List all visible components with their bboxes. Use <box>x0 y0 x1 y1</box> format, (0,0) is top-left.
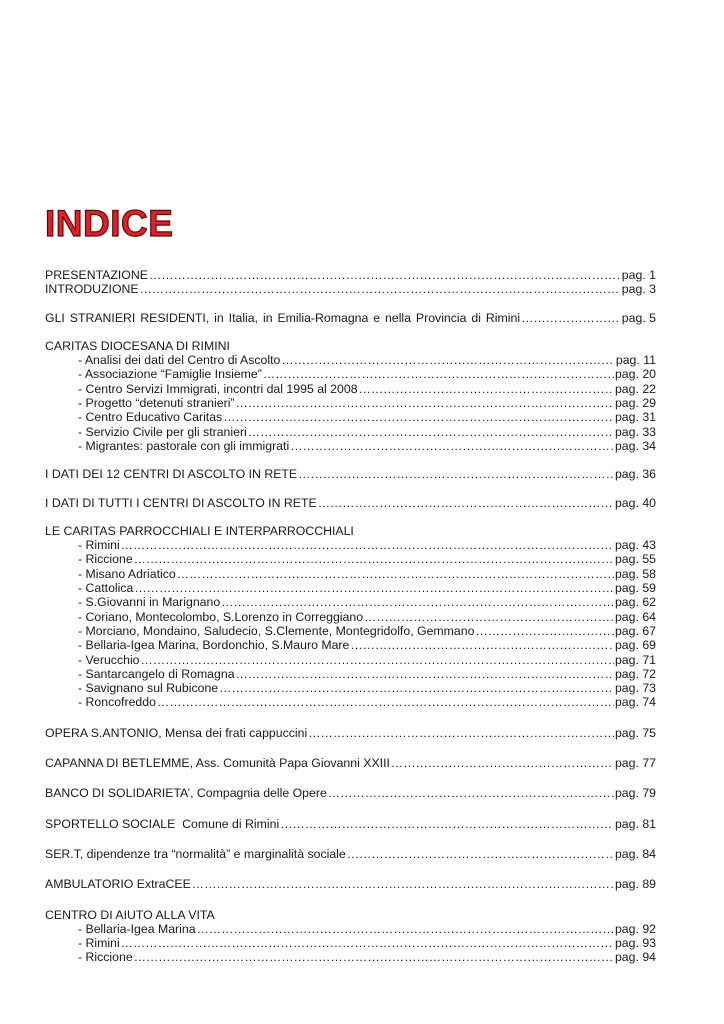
toc-page-number: pag. 55 <box>614 552 656 567</box>
toc-entry-title: - Bellaria-Igea Marina, Bordonchio, S.Mauro Mare <box>78 638 350 653</box>
toc-entry-stranieri-residenti[interactable] <box>45 311 656 325</box>
toc-page-number: pag. 1 <box>621 268 656 282</box>
section-spacer <box>45 325 656 339</box>
dot-leader <box>221 595 614 609</box>
toc-entry[interactable] <box>45 681 656 695</box>
toc-entry-sert[interactable] <box>45 847 656 861</box>
section-spacer <box>45 801 656 817</box>
toc-page-number: pag. 72 <box>614 666 656 681</box>
toc-page-number: pag. 33 <box>614 424 656 439</box>
toc-page-number: pag. 5 <box>621 310 656 325</box>
toc-entry-title: - Rimini <box>78 538 120 553</box>
toc-entry-dati-12-centri[interactable] <box>45 467 656 481</box>
toc-page-number: pag. 31 <box>614 410 656 425</box>
toc-entry-title: AMBULATORIO ExtraCEE <box>45 877 191 892</box>
toc-entry-title: - Riccione <box>78 950 133 965</box>
dot-leader <box>157 695 614 709</box>
toc-page-number: pag. 22 <box>614 381 656 396</box>
toc-entry[interactable] <box>45 425 656 439</box>
section-spacer <box>45 861 656 877</box>
toc-entry-title: - Cattolica <box>78 581 134 596</box>
toc-entry-title: OPERA S.ANTONIO, Mensa dei frati cappuccini <box>45 725 308 740</box>
dot-leader <box>248 425 614 439</box>
toc-entry[interactable] <box>45 567 656 581</box>
dot-leader <box>121 936 614 950</box>
dot-leader <box>350 638 614 652</box>
toc-entry-title: PRESENTAZIONE <box>45 268 148 282</box>
toc-page-number: pag. 40 <box>614 495 656 510</box>
toc-entry-capanna-betlemme[interactable] <box>45 756 656 770</box>
section-spacer <box>45 710 656 726</box>
toc-entry-title: - Centro Servizi Immigrati, incontri dal 1995 al 2008 <box>78 381 358 396</box>
toc-entry[interactable] <box>45 936 656 950</box>
toc-page-number: pag. 84 <box>614 846 656 861</box>
toc-section-title: CENTRO DI AIUTO ALLA VITA <box>45 907 215 922</box>
toc-page-number: pag. 69 <box>614 638 656 653</box>
dot-leader <box>236 396 614 410</box>
toc-entry-presentazione[interactable] <box>45 268 656 282</box>
toc-entry[interactable] <box>45 439 656 453</box>
toc-entry[interactable] <box>45 581 656 595</box>
dot-leader <box>298 467 614 481</box>
dot-leader <box>134 581 614 595</box>
toc-page-number: pag. 77 <box>614 756 656 771</box>
dot-leader <box>475 624 614 638</box>
dot-leader <box>177 567 614 581</box>
toc-entry[interactable] <box>45 653 656 667</box>
toc-entry-title: - Riccione <box>78 552 133 567</box>
toc-entry-title: - Migrantes: pastorale con gli immigrati <box>78 438 290 453</box>
toc-entry-title: CAPANNA DI BETLEMME, Ass. Comunità Papa Giovanni XXIII <box>45 756 390 771</box>
toc-entry-title: - S.Giovanni in Marignano <box>78 595 221 610</box>
toc-page-number: pag. 79 <box>614 786 656 801</box>
toc-page-number: pag. 67 <box>614 623 656 638</box>
toc-page-number: pag. 11 <box>615 353 656 368</box>
section-spacer <box>45 297 656 311</box>
dot-leader <box>281 353 615 367</box>
dot-leader <box>219 681 614 695</box>
section-spacer <box>45 892 656 908</box>
toc-page-number: pag. 74 <box>614 695 656 710</box>
dot-leader <box>121 538 614 552</box>
toc-entry-title: I DATI DI TUTTI I CENTRI DI ASCOLTO IN RETE <box>45 495 317 510</box>
toc-entry[interactable] <box>45 950 656 964</box>
section-spacer <box>45 831 656 847</box>
dot-leader <box>197 922 614 936</box>
toc-page-number: pag. 59 <box>614 581 656 596</box>
toc-entry-banco-solidarieta[interactable] <box>45 786 656 800</box>
toc-entry-title: INTRODUZIONE <box>45 282 139 297</box>
toc-entry-title: - Morciano, Mondaino, Saludecio, S.Clemente, Montegridolfo, Gemmano <box>78 623 475 638</box>
toc-page-number: pag. 94 <box>614 950 656 965</box>
toc-page-number: pag. 64 <box>614 609 656 624</box>
section-spacer <box>45 770 656 786</box>
toc-page-number: pag. 3 <box>621 282 656 297</box>
toc-entry-title: I DATI DEI 12 CENTRI DI ASCOLTO IN RETE <box>45 467 298 482</box>
toc-entry-ambulatorio-extracee[interactable] <box>45 877 656 891</box>
toc-entry[interactable] <box>45 922 656 936</box>
toc-entry[interactable] <box>45 367 656 381</box>
toc-entry[interactable] <box>45 595 656 609</box>
toc-page-number: pag. 89 <box>614 877 656 892</box>
toc-entry[interactable] <box>45 610 656 624</box>
toc-entry-title: - Misano Adriatico <box>78 566 176 581</box>
toc-entry-title: SER.T, dipendenze tra “normalità” e marginalità sociale <box>45 846 346 861</box>
dot-leader <box>141 653 614 667</box>
toc-entry-title: SPORTELLO SOCIALE Comune di Rimini <box>45 816 280 831</box>
dot-leader <box>140 282 621 296</box>
dot-leader <box>318 496 614 510</box>
toc-page-number: pag. 62 <box>614 595 656 610</box>
dot-leader <box>134 552 614 566</box>
toc-page-number: pag. 81 <box>614 816 656 831</box>
toc-entry-dati-tutti-centri[interactable] <box>45 496 656 510</box>
toc-page-number: pag. 92 <box>614 921 656 936</box>
dot-leader <box>347 847 614 861</box>
toc-page-number: pag. 34 <box>614 438 656 453</box>
toc-page-number: pag. 75 <box>614 725 656 740</box>
toc-page-number: pag. 36 <box>614 467 656 482</box>
dot-leader <box>364 610 614 624</box>
toc-entry[interactable] <box>45 667 656 681</box>
toc-entry-title: - Analisi dei dati del Centro di Ascolto <box>78 353 281 368</box>
toc-section-caritas-diocesana <box>45 339 656 353</box>
section-spacer <box>45 453 656 467</box>
toc-entry-sportello-sociale[interactable] <box>45 817 656 831</box>
dot-leader <box>308 726 614 740</box>
toc-page-number: pag. 29 <box>614 396 656 411</box>
dot-leader <box>192 877 614 891</box>
dot-leader <box>149 268 621 282</box>
toc-page-number: pag. 58 <box>614 566 656 581</box>
toc-entry-opera-santonio[interactable] <box>45 726 656 740</box>
toc-entry-title: BANCO DI SOLIDARIETA’, Compagnia delle Opere <box>45 786 327 801</box>
toc-entry-title: - Verucchio <box>78 652 140 667</box>
toc-entry-introduzione[interactable] <box>45 282 656 296</box>
toc-entry[interactable] <box>45 353 656 367</box>
dot-leader <box>236 667 614 681</box>
toc-entry[interactable] <box>45 410 656 424</box>
toc-entry-title: - Savignano sul Rubicone <box>78 681 219 696</box>
toc-section-title: CARITAS DIOCESANA DI RIMINI <box>45 338 230 353</box>
toc-entry-title: - Coriano, Montecolombo, S.Lorenzo in Correggiano <box>78 609 364 624</box>
toc-entry-title: - Progetto “detenuti stranieri” <box>78 396 235 411</box>
toc-entry-title: - Santarcangelo di Romagna <box>78 666 235 681</box>
dot-leader <box>328 786 614 800</box>
table-of-contents <box>45 268 656 965</box>
dot-leader <box>280 817 614 831</box>
toc-entry[interactable] <box>45 624 656 638</box>
toc-page-number: pag. 20 <box>614 367 656 382</box>
toc-entry-title: - Associazione “Famiglie Insieme” <box>78 367 262 382</box>
dot-leader <box>359 382 614 396</box>
toc-entry-title: GLI STRANIERI RESIDENTI, in Italia, in Emilia-Romagna e nella Provincia di Rimini <box>45 310 521 325</box>
toc-section-centro-aiuto-vita <box>45 908 656 922</box>
dot-leader <box>521 311 621 325</box>
dot-leader <box>134 950 614 964</box>
toc-page-number: pag. 71 <box>614 652 656 667</box>
toc-entry-title: - Centro Educativo Caritas <box>78 410 223 425</box>
dot-leader <box>290 439 614 453</box>
toc-entry[interactable] <box>45 538 656 552</box>
toc-entry[interactable] <box>45 382 656 396</box>
section-spacer <box>45 740 656 756</box>
dot-leader <box>263 367 614 381</box>
section-spacer <box>45 482 656 496</box>
toc-section-title: LE CARITAS PARROCCHIALI E INTERPARROCCHIALI <box>45 523 354 538</box>
dot-leader <box>391 756 614 770</box>
toc-entry-title: - Roncofreddo <box>78 695 156 710</box>
toc-page-number: pag. 73 <box>614 681 656 696</box>
page-title: INDICE <box>45 203 174 244</box>
toc-entry[interactable] <box>45 638 656 652</box>
toc-entry-title: - Bellaria-Igea Marina <box>78 921 196 936</box>
toc-entry[interactable] <box>45 552 656 566</box>
toc-entry[interactable] <box>45 396 656 410</box>
toc-entry-title: - Servizio Civile per gli stranieri <box>78 424 247 439</box>
section-spacer <box>45 510 656 524</box>
toc-page-number: pag. 93 <box>614 936 656 951</box>
toc-entry-title: - Rimini <box>78 936 120 951</box>
toc-section-caritas-parrocchiali <box>45 524 656 538</box>
toc-page-number: pag. 43 <box>614 538 656 553</box>
dot-leader <box>223 410 614 424</box>
toc-entry[interactable] <box>45 695 656 709</box>
